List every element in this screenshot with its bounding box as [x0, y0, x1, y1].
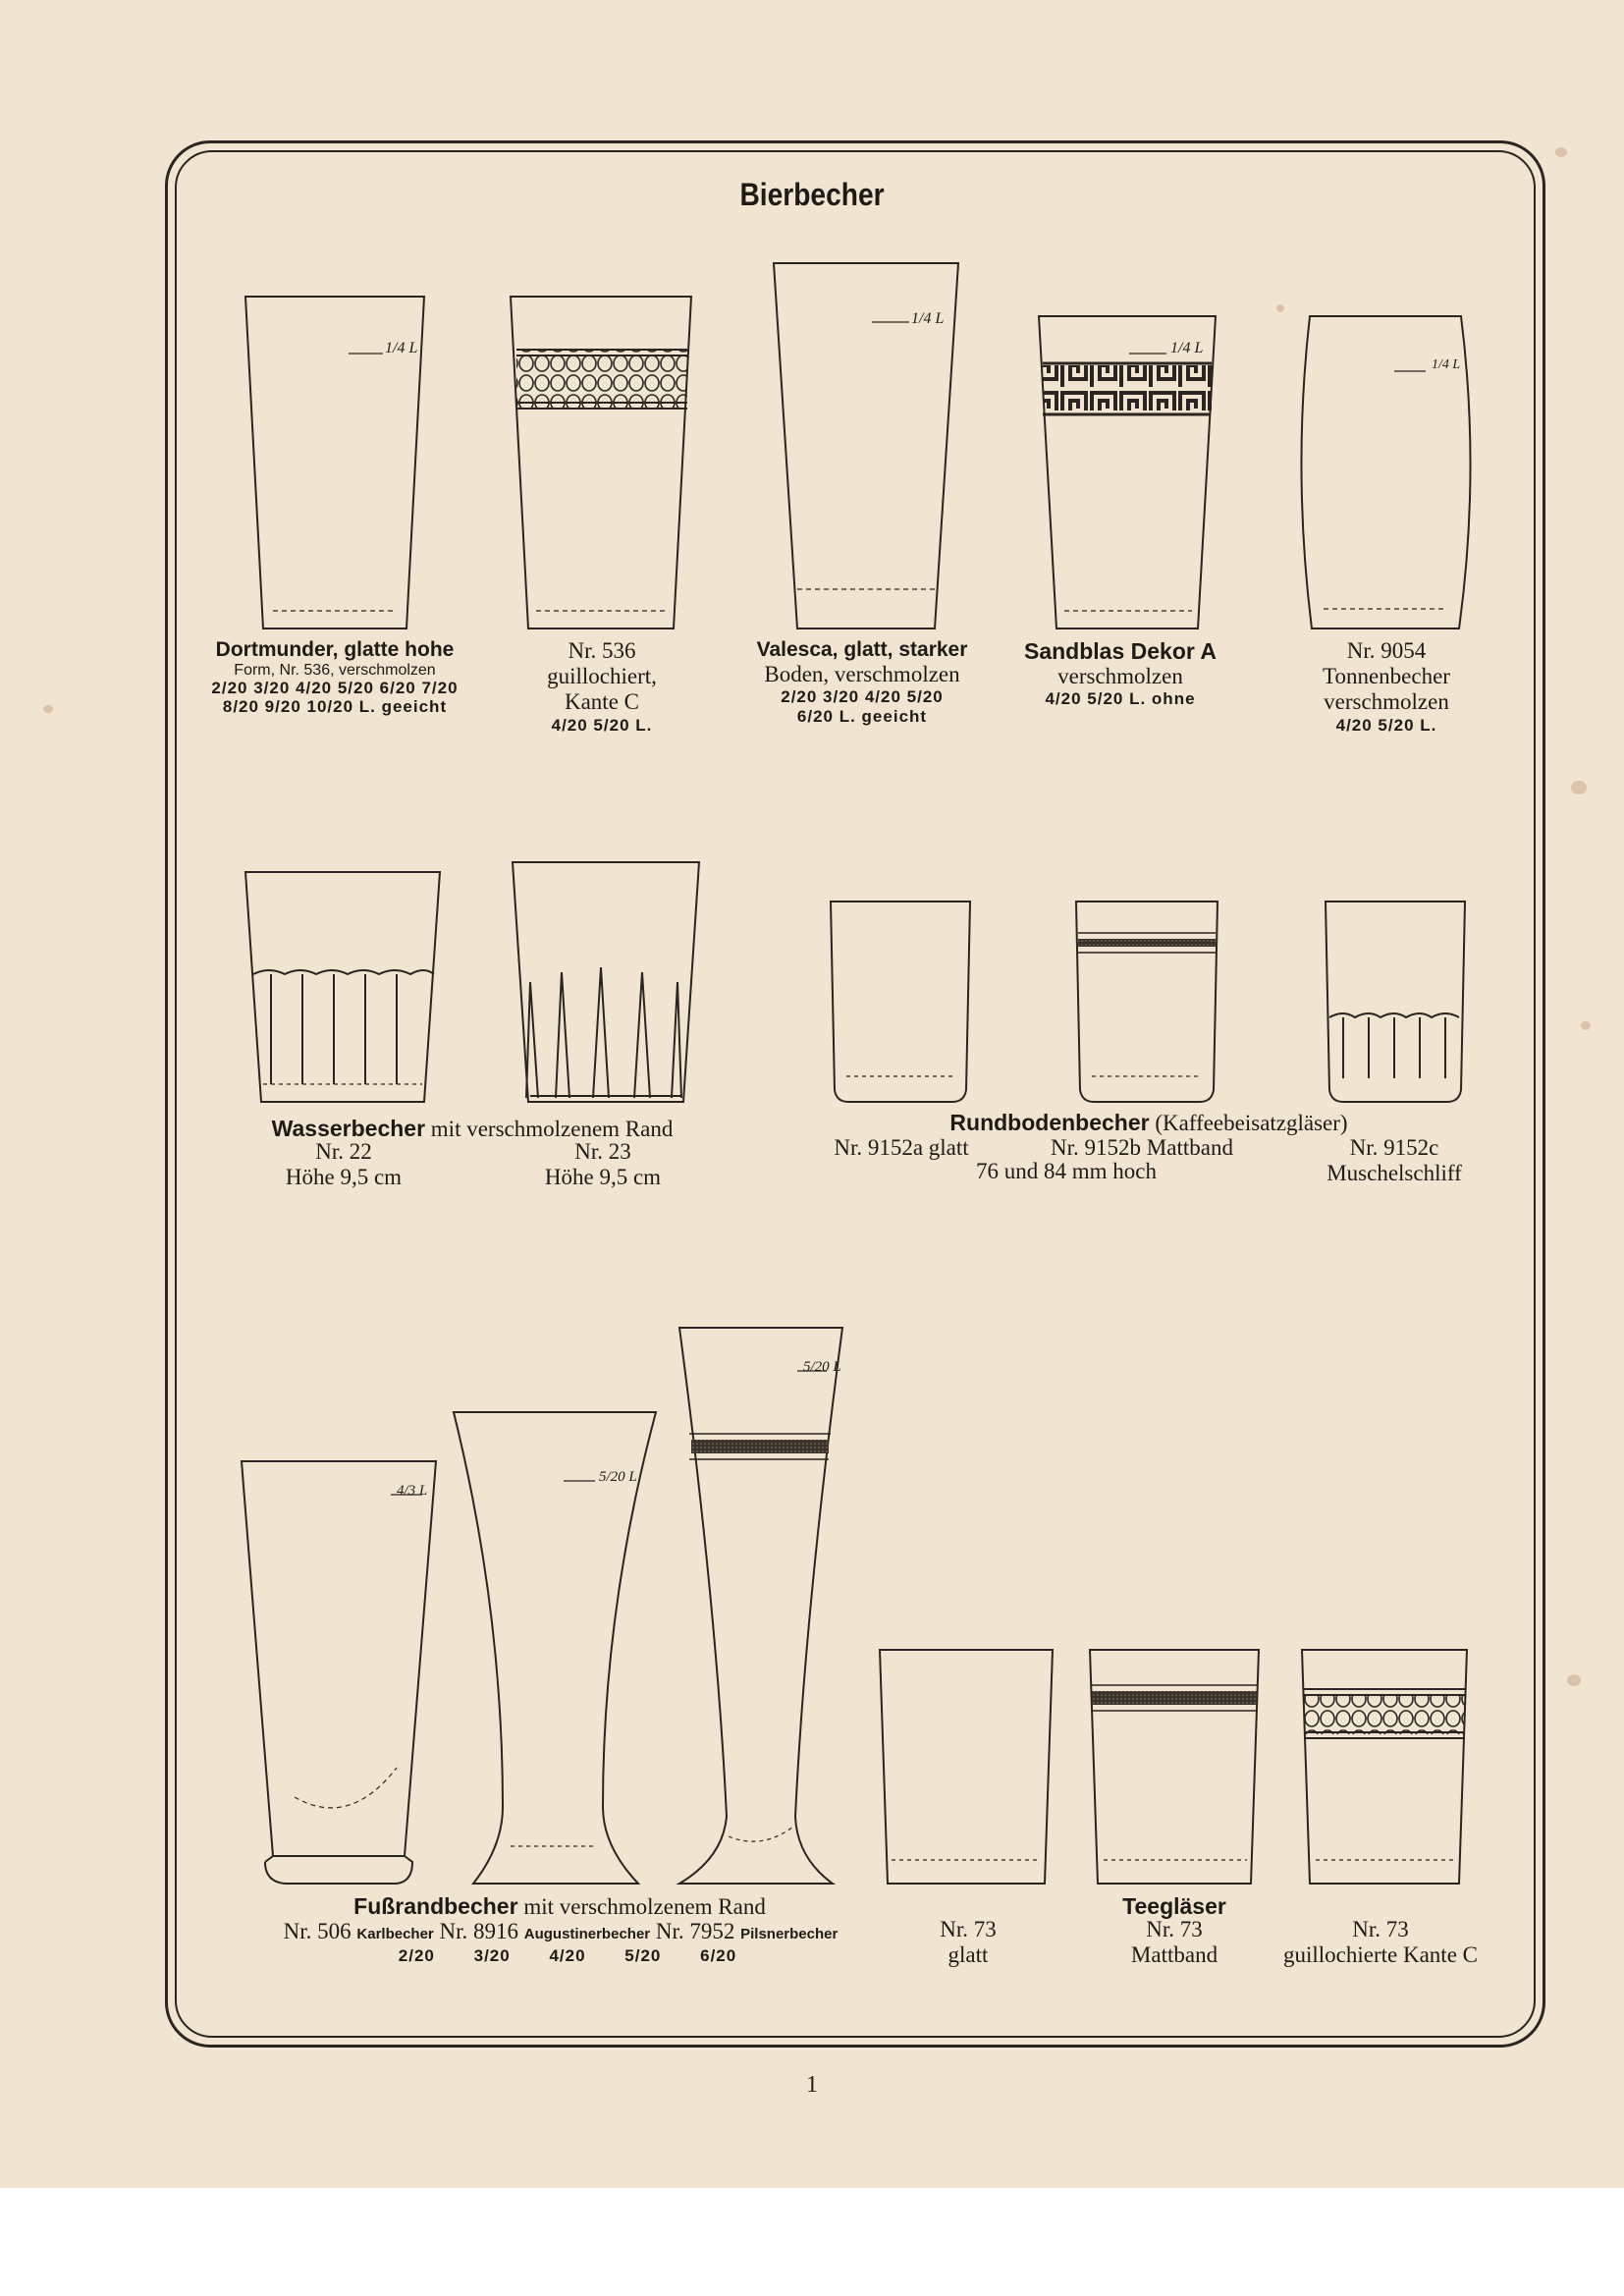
caption-9152c	[1316, 1135, 1473, 1186]
caption-line: Tonnenbecher	[1323, 664, 1450, 689]
caption-line: guillochiert,	[547, 664, 657, 689]
volume-mark: 4/3 L	[397, 1483, 428, 1499]
glass-506	[242, 1461, 436, 1884]
caption-line: Form, Nr. 536, verschmolzen	[234, 661, 436, 679]
caption-line: Höhe 9,5 cm	[544, 1165, 662, 1190]
caption-line: 8/20 9/20 10/20 L. geeicht	[222, 697, 448, 717]
caption-9152b: Nr. 9152b Mattband	[1051, 1135, 1233, 1160]
caption-line: Kante C	[564, 689, 639, 715]
caption-line: Nr. 9152c	[1349, 1135, 1439, 1160]
caption-line: glatt	[947, 1942, 989, 1968]
caption-heading-rest: mit verschmolzenem Rand	[430, 1117, 674, 1141]
caption-73-guilloche	[1265, 1917, 1496, 1968]
glass-22	[245, 872, 440, 1102]
caption-line: Boden, verschmolzen	[764, 661, 960, 686]
volume-mark: 5/20 L	[803, 1359, 841, 1375]
glass-9152b	[1076, 902, 1218, 1102]
caption-name: Karlbecher	[356, 1926, 434, 1942]
caption-teeglaeser-heading: Teegläser	[1122, 1893, 1226, 1919]
caption-line: 4/20 5/20 L.	[551, 715, 653, 735]
caption-sandblas	[1011, 638, 1229, 709]
glass-23	[513, 862, 699, 1102]
caption-line: 6/20 L. geeicht	[796, 706, 928, 726]
caption-name: Pilsnerbecher	[740, 1926, 839, 1942]
caption-fussrand-fractions	[381, 1946, 754, 1965]
caption-9054	[1288, 638, 1485, 735]
caption-line: 2/20 3/20 4/20 5/20	[781, 687, 944, 707]
caption-line: Nr. 73	[1146, 1917, 1203, 1941]
caption-line: Muschelschliff	[1326, 1161, 1462, 1186]
caption-nr: Nr. 506	[283, 1919, 352, 1943]
glass-9152a	[831, 902, 970, 1102]
caption-line: 4/20 5/20 L. ohne	[1045, 689, 1196, 709]
page-title: Bierbecher	[739, 177, 885, 212]
caption-fussrand-heading	[295, 1893, 825, 1920]
caption-line: 2/20 3/20 4/20 5/20 6/20 7/20	[211, 679, 459, 698]
caption-line: Nr. 22	[315, 1139, 372, 1164]
caption-nr: Nr. 7952	[655, 1919, 735, 1943]
caption-line: Nr. 536	[568, 638, 636, 663]
glass-73-glatt	[880, 1650, 1053, 1884]
fraction: 2/20	[398, 1946, 435, 1965]
caption-line: Valesca, glatt, starker	[756, 638, 968, 661]
fraction: 4/20	[549, 1946, 586, 1965]
caption-rundboden-heading	[923, 1110, 1375, 1136]
volume-mark: 1/4 L	[385, 340, 418, 356]
glass-9152c	[1326, 902, 1465, 1102]
caption-line: Höhe 9,5 cm	[285, 1165, 403, 1190]
caption-73-glatt	[890, 1917, 1047, 1968]
caption-22	[265, 1139, 422, 1190]
caption-heading: Rundbodenbecher	[949, 1110, 1150, 1135]
caption-line: Nr. 73	[1352, 1917, 1409, 1941]
glass-73-mattband	[1090, 1650, 1259, 1884]
caption-fussrand-items	[242, 1919, 880, 1944]
caption-dortmunder	[206, 638, 463, 716]
caption-heading: Fußrandbecher	[353, 1893, 518, 1919]
glass-73-guilloche	[1302, 1650, 1467, 1884]
caption-73-mattband	[1096, 1917, 1253, 1968]
glass-536	[511, 297, 691, 629]
caption-line: Nr. 23	[574, 1139, 631, 1164]
fraction: 6/20	[700, 1946, 737, 1965]
caption-valesca	[746, 638, 978, 726]
volume-mark: 1/4 L	[911, 310, 945, 327]
caption-heading: Wasserbecher	[271, 1116, 426, 1141]
caption-line: Sandblas Dekor A	[1024, 638, 1217, 664]
volume-mark: 1/4 L	[1432, 357, 1461, 372]
caption-line: verschmolzen	[1324, 689, 1449, 715]
caption-23	[524, 1139, 681, 1190]
caption-line: Mattband	[1130, 1942, 1218, 1968]
page-number: 1	[806, 2072, 818, 2098]
fraction: 5/20	[624, 1946, 662, 1965]
caption-line: verschmolzen	[1057, 664, 1183, 689]
caption-line: Dortmunder, glatte hohe	[215, 638, 455, 661]
volume-mark: 5/20 L	[599, 1469, 637, 1485]
caption-line: 4/20 5/20 L.	[1335, 715, 1437, 735]
caption-nr: Nr. 8916	[439, 1919, 519, 1943]
caption-line: Nr. 9054	[1346, 638, 1427, 663]
caption-heading-rest: (Kaffeebeisatzgläser)	[1155, 1111, 1348, 1135]
glass-7952	[679, 1328, 842, 1884]
caption-line: Nr. 73	[940, 1917, 997, 1941]
caption-line: guillochierte Kante C	[1283, 1942, 1478, 1968]
volume-mark: 1/4 L	[1170, 340, 1204, 356]
glass-sandblas	[1039, 316, 1216, 629]
caption-heading-rest: mit verschmolzenem Rand	[523, 1894, 766, 1919]
fraction: 3/20	[473, 1946, 511, 1965]
caption-rundboden-size: 76 und 84 mm hoch	[976, 1159, 1157, 1183]
caption-536	[509, 638, 695, 735]
caption-name: Augustinerbecher	[523, 1926, 651, 1942]
caption-9152a: Nr. 9152a glatt	[834, 1135, 969, 1160]
